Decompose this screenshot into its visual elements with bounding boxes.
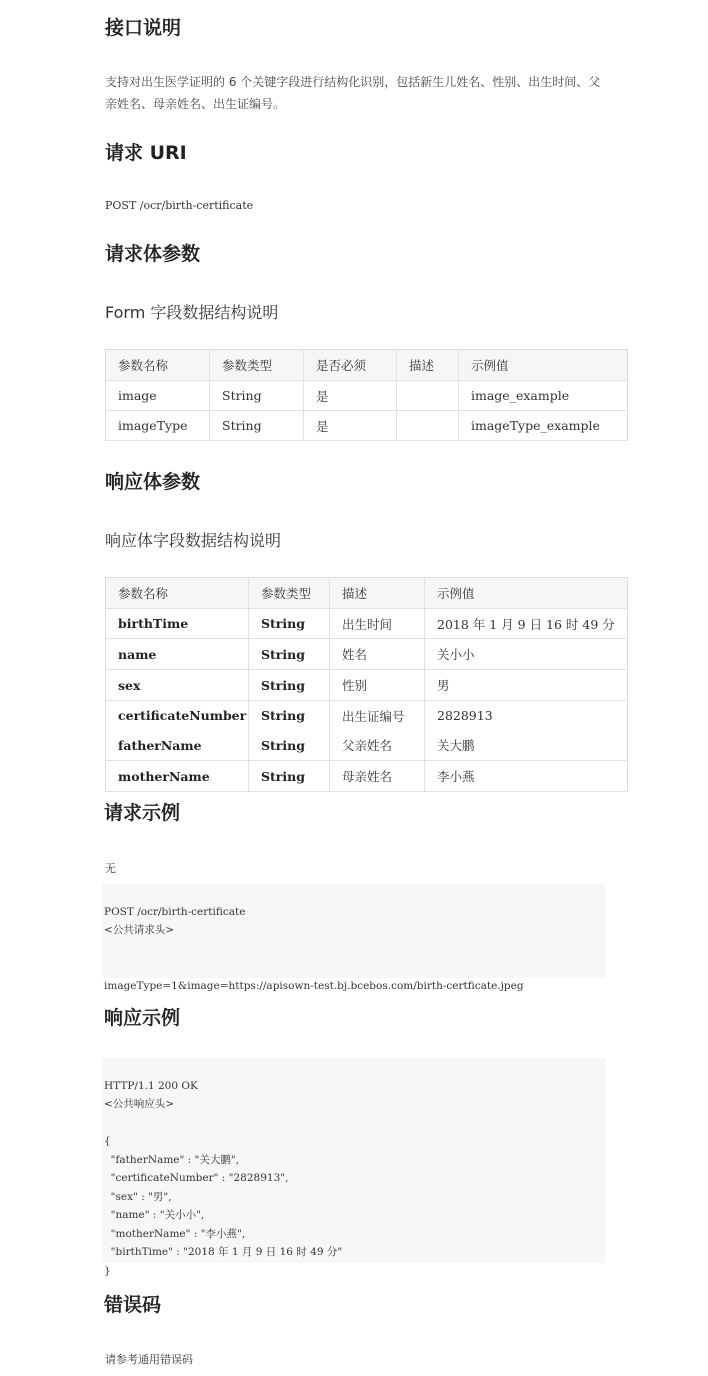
request-body-subtitle: Form 字段数据结构说明: [105, 303, 279, 322]
table-cell: 是: [304, 411, 397, 441]
table-cell: name: [106, 639, 249, 670]
table-cell: imageType_example: [459, 411, 628, 441]
section-title-errors: 错误码: [104, 1294, 162, 1316]
response-body-subtitle: 响应体字段数据结构说明: [105, 531, 282, 550]
table-cell: 李小燕: [425, 761, 628, 792]
table-header-row: [106, 350, 628, 381]
code-line: "certificateNumber" : "2828913",: [104, 1172, 289, 1184]
code-line: {: [104, 1135, 111, 1147]
column-header: 描述: [397, 350, 459, 381]
code-line: "motherName" : "李小燕",: [104, 1227, 246, 1240]
code-line: "sex" : "男",: [104, 1190, 172, 1203]
section-title-uri: 请求 URI: [105, 142, 187, 164]
errors-text: 请参考通用错误码: [105, 1353, 193, 1366]
table-cell: 2828913: [425, 701, 628, 731]
table-header-row: [106, 578, 628, 609]
code-line: "fatherName" : "关大鹏",: [104, 1153, 240, 1166]
table-row: [106, 609, 628, 639]
table-cell: 性别: [330, 670, 425, 701]
uri-value: POST /ocr/birth-certificate: [105, 199, 254, 212]
table-cell: motherName: [106, 761, 249, 792]
section-title-intro: 接口说明: [105, 17, 182, 39]
table-cell: [397, 381, 459, 411]
response-body-table: [105, 577, 628, 792]
table-cell: 出生时间: [330, 609, 425, 639]
section-title-response-body: 响应体参数: [105, 471, 201, 493]
table-cell: 关小小: [425, 639, 628, 670]
column-header: 是否必须: [304, 350, 397, 381]
table-cell: [397, 411, 459, 441]
intro-text: [105, 71, 625, 115]
table-row: [106, 411, 628, 441]
response-example-code: [102, 1058, 605, 1277]
request-example-code: [102, 884, 605, 992]
table-cell: image: [106, 381, 210, 411]
request-body-table: [105, 349, 628, 441]
column-header: 参数名称: [106, 350, 210, 381]
table-cell: String: [210, 381, 304, 411]
table-cell: String: [249, 609, 330, 639]
table-cell: sex: [106, 670, 249, 701]
table-row: [106, 731, 628, 761]
column-header: 参数名称: [106, 578, 249, 609]
code-line: <公共请求头>: [104, 924, 175, 936]
table-cell: 父亲姓名: [330, 731, 425, 761]
code-line: imageType=1&image=https://apisown-test.bj.bcebos.com/birth-certficate.jpeg: [104, 979, 524, 992]
table-cell: birthTime: [106, 609, 249, 639]
table-cell: 关大鹏: [425, 731, 628, 761]
column-header: 示例值: [459, 350, 628, 381]
table-cell: String: [249, 701, 330, 731]
intro-text-line2: 亲姓名、母亲姓名、出生证编号。: [105, 97, 286, 111]
table-cell: 姓名: [330, 639, 425, 670]
table-row: [106, 761, 628, 792]
request-example-note: 无: [105, 862, 116, 875]
table-cell: String: [210, 411, 304, 441]
table-row: [106, 381, 628, 411]
table-cell: 母亲姓名: [330, 761, 425, 792]
table-cell: 男: [425, 670, 628, 701]
table-cell: image_example: [459, 381, 628, 411]
column-header: 示例值: [425, 578, 628, 609]
code-line: POST /ocr/birth-certificate: [104, 905, 246, 918]
table-cell: String: [249, 761, 330, 792]
column-header: 描述: [330, 578, 425, 609]
table-cell: String: [249, 639, 330, 670]
column-header: 参数类型: [249, 578, 330, 609]
section-title-request-example: 请求示例: [104, 802, 181, 824]
table-cell: 2018 年 1 月 9 日 16 时 49 分: [425, 609, 628, 639]
column-header: 参数类型: [210, 350, 304, 381]
intro-text-line1: 支持对出生医学证明的 6 个关键字段进行结构化识别，包括新生儿姓名、性别、出生时间、父: [105, 75, 601, 89]
table-row: [106, 639, 628, 670]
table-cell: String: [249, 731, 330, 761]
section-title-request-body: 请求体参数: [105, 243, 201, 265]
code-line: "birthTime" : "2018 年 1 月 9 日 16 时 49 分": [104, 1246, 343, 1258]
table-row: [106, 670, 628, 701]
code-line: HTTP/1.1 200 OK: [104, 1079, 198, 1092]
code-line: "name" : "关小小",: [104, 1209, 205, 1221]
section-title-response-example: 响应示例: [104, 1007, 181, 1029]
code-line: }: [104, 1264, 111, 1277]
table-cell: 是: [304, 381, 397, 411]
table-row: [106, 701, 628, 731]
table-cell: certificateNumber: [118, 708, 247, 724]
table-cell: 出生证编号: [330, 701, 425, 731]
table-cell: String: [249, 670, 330, 701]
table-cell: fatherName: [106, 731, 249, 761]
table-cell: imageType: [106, 411, 210, 441]
code-line: <公共响应头>: [104, 1098, 175, 1110]
